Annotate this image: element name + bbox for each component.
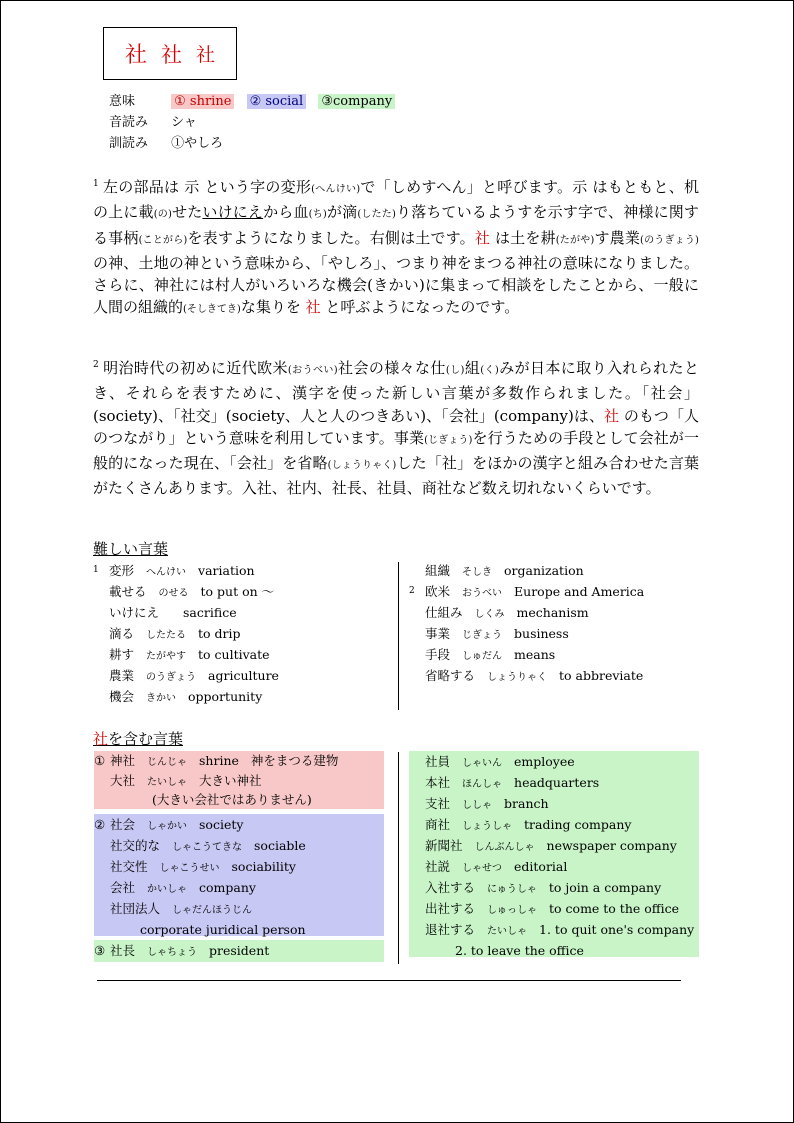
- vocab-reading: しゃせつ: [462, 863, 503, 874]
- vocab-english: company: [199, 880, 256, 895]
- difficult-words-left: [93, 560, 279, 707]
- vocab-word: 農業: [109, 668, 135, 683]
- vocab-reading: しゅっしゃ: [487, 905, 538, 916]
- vocab-word: 滴る: [109, 626, 135, 641]
- kun-label: 訓読み: [109, 136, 149, 151]
- vocab-japanese-gloss: 大きい神社: [199, 772, 262, 788]
- vocab-row: [93, 644, 279, 665]
- company-words-block-right: [409, 751, 699, 957]
- vocab-english: variation: [198, 563, 255, 578]
- vocab-row: [94, 940, 384, 961]
- vocab-word: 社長: [110, 943, 136, 958]
- underlined-word: いけにえ: [202, 203, 264, 222]
- vocab-reading: ししゃ: [462, 800, 493, 811]
- meaning-1: ① shrine: [171, 94, 234, 109]
- vocab-english: trading company: [524, 817, 632, 832]
- ruby: (へんけい): [311, 184, 361, 195]
- vocab-reading: しゃこうせい: [159, 863, 220, 874]
- vocab-word: 支社: [425, 796, 451, 811]
- vocab-row: [94, 877, 384, 898]
- ruby: (じぎょう): [424, 434, 473, 446]
- vocab-reading: じぎょう: [462, 630, 503, 641]
- vocab-row: [425, 898, 699, 919]
- footnote-marker-1: 1: [93, 179, 99, 189]
- on-label: 音読み: [109, 115, 149, 130]
- difficult-words-right: [409, 560, 644, 686]
- vocab-word: 本社: [425, 775, 451, 790]
- kanji-highlight: 社: [305, 298, 321, 317]
- ruby: (したた): [357, 209, 396, 221]
- footnote-marker-2: 2: [93, 360, 99, 370]
- vocab-row: [93, 560, 279, 581]
- vocab-row: [409, 644, 644, 665]
- on-reading-row: [109, 111, 197, 130]
- meaning-number: ②: [94, 817, 106, 832]
- vocab-row: [93, 665, 279, 686]
- vocab-row: [94, 856, 384, 877]
- vocab-word: 事業: [425, 626, 451, 641]
- vocab-word: 大社: [110, 772, 136, 788]
- ruby: (おうべい): [287, 365, 338, 376]
- vocab-row: [94, 898, 384, 919]
- kanji-variant-2: 社: [161, 42, 182, 67]
- vocab-reading: たがやす: [146, 651, 187, 662]
- vocab-english: opportunity: [188, 689, 263, 704]
- text: から血: [263, 203, 309, 222]
- meaning-2: ② social: [247, 94, 307, 109]
- vocab-word: 手段: [425, 647, 451, 662]
- vocab-reading: しゃいん: [462, 758, 503, 769]
- vocab-english: corporate juridical person: [140, 922, 306, 937]
- kun-reading: ①やしろ: [171, 136, 224, 151]
- vocab-word: 社団法人: [110, 901, 161, 916]
- vocab-english: branch: [504, 796, 549, 811]
- ruby: (たがや): [555, 234, 595, 246]
- containing-words-title: [93, 728, 183, 749]
- kanji-highlight: 社: [603, 406, 620, 425]
- vocab-english: newspaper company: [546, 838, 677, 853]
- vocab-word: 社員: [425, 754, 451, 769]
- vocab-row: [409, 602, 644, 623]
- vocab-reading: しんぶんしゃ: [474, 842, 535, 853]
- vocab-word: 組織: [425, 563, 451, 578]
- vocab-word: 社交性: [110, 859, 148, 874]
- ruby: (の): [153, 209, 172, 221]
- vocab-row: [94, 814, 384, 835]
- vocab-reading: にゅうしゃ: [487, 884, 537, 895]
- vocab-row: [425, 856, 699, 877]
- vocab-english: sociability: [231, 859, 296, 874]
- vocab-row: [425, 751, 699, 772]
- text: のもつ「人のつながり」という意味を利用しています。事業: [93, 406, 699, 447]
- kun-reading-row: [109, 132, 223, 151]
- vocab-english: agriculture: [208, 668, 279, 683]
- vocab-row: [425, 835, 699, 856]
- vocab-row: [93, 581, 279, 602]
- vocab-row: [94, 835, 384, 856]
- ruby: (ち): [308, 209, 327, 221]
- vocab-word: 耕す: [109, 647, 135, 662]
- vocab-row: [409, 560, 644, 581]
- vocab-row: [425, 814, 699, 835]
- meaning-row: [109, 90, 403, 109]
- vocab-word: 欧米: [425, 584, 451, 599]
- vocab-reading: ほんしゃ: [462, 779, 503, 790]
- vocab-reading: のせる: [158, 588, 189, 599]
- vocab-row: [425, 877, 699, 898]
- vocab-english: organization: [504, 563, 584, 578]
- footnote-marker: 2: [409, 586, 415, 596]
- vocab-word: 仕組み: [425, 605, 463, 620]
- meaning-label: 意味: [109, 94, 136, 109]
- text: り落ちているようすを示す字で、神様に関する事柄: [93, 203, 699, 247]
- vocab-english: 2. to leave the office: [455, 943, 584, 958]
- vocab-english: business: [514, 626, 569, 641]
- column-divider-2: [398, 752, 399, 964]
- vocab-english: president: [209, 943, 270, 958]
- text: みが日本に取り入れられたとき、それらを表すために、漢字を使った新しい言葉が多数作られました。「社会」(society)、「社交」(society、人と人のつきあい)、「会社」(company)は、: [93, 359, 699, 425]
- vocab-reading: しくみ: [474, 609, 505, 620]
- ruby: (ことがら): [138, 234, 188, 246]
- vocab-row: [409, 581, 644, 602]
- text: せた: [171, 203, 203, 222]
- text: 社会の様々な仕: [337, 359, 446, 377]
- kanji-variant-1: 社: [124, 43, 147, 68]
- vocab-reading: しゃちょう: [147, 947, 198, 958]
- footnote-marker: 1: [93, 565, 99, 575]
- vocab-english: employee: [514, 754, 575, 769]
- text: す農業: [594, 228, 641, 247]
- vocab-english: sacrifice: [183, 605, 237, 620]
- vocab-word: 商社: [425, 817, 451, 832]
- vocab-english: to join a company: [548, 880, 662, 895]
- text: を表すようになりました。右側は土です。: [187, 228, 475, 247]
- vocab-english: shrine: [199, 753, 239, 768]
- vocab-english: Europe and America: [514, 584, 645, 599]
- text: を行うための手段として会社が一般的になった現在、「会社」を省略: [93, 428, 699, 473]
- vocab-english: 1. to quit one's company: [539, 922, 695, 937]
- vocab-row: [93, 602, 279, 623]
- vocab-reading: きかい: [146, 693, 177, 704]
- vocab-reading: しょうしゃ: [462, 821, 513, 832]
- paragraph-2: [93, 354, 699, 500]
- title-kanji: 社: [93, 730, 109, 748]
- column-divider: [398, 562, 399, 710]
- vocab-english: to cultivate: [198, 647, 270, 662]
- vocab-english: mechanism: [516, 605, 589, 620]
- vocab-english: to come to the office: [549, 901, 680, 916]
- meaning-3: ③company: [318, 94, 395, 109]
- vocab-english: means: [514, 647, 556, 662]
- vocab-english: sociable: [254, 838, 306, 853]
- vocab-row: [425, 919, 699, 940]
- vocab-reading: したたる: [146, 630, 187, 641]
- title-rest: を含む言葉: [108, 730, 184, 748]
- bottom-rule: [97, 980, 681, 981]
- vocab-word: 社会: [110, 817, 136, 832]
- text: 左の部品は 示 という字の変形: [102, 178, 312, 196]
- ruby: (そしきてき): [183, 304, 241, 316]
- vocab-row: [94, 771, 384, 791]
- shrine-words-block: [94, 751, 384, 809]
- vocab-row: [409, 665, 644, 686]
- vocab-row: [425, 772, 699, 793]
- text: の神、土地の神という意味から、「やしろ」、つまり神をまつる神社の意味になりました。さらに、神社には村人がいろいろな機会(きかい)に集まって相談をしたことから、一般に人間の組織的: [93, 253, 699, 317]
- vocab-word: 入社する: [425, 880, 476, 895]
- text: 明治時代の初めに近代欧米: [102, 359, 288, 377]
- text: と呼ぶようになったのです。: [320, 298, 520, 317]
- vocab-word: 新聞社: [425, 838, 463, 853]
- vocab-word: 載せる: [109, 584, 147, 599]
- on-reading: シャ: [171, 115, 197, 130]
- vocab-reading: たいしゃ: [487, 926, 528, 937]
- text: で「しめすへん」と呼びます。示 はもともと、机の上に載: [93, 178, 699, 222]
- vocab-row: [94, 790, 384, 810]
- vocab-english: editorial: [514, 859, 568, 874]
- meaning-number: ①: [94, 753, 106, 768]
- ruby: (しょうりゃく): [327, 460, 397, 472]
- vocab-row: [94, 919, 384, 940]
- ruby: (く): [480, 365, 499, 376]
- vocab-row: [93, 686, 279, 707]
- kanji-variant-3: 社: [196, 44, 216, 66]
- vocab-reading: しゃこうてきな: [172, 842, 243, 853]
- vocab-word: 退社する: [425, 922, 476, 937]
- text: は土を耕: [490, 228, 556, 247]
- vocab-japanese-gloss: (大きい会社ではありません): [152, 792, 312, 807]
- ruby: (し): [445, 365, 465, 376]
- vocab-reading: たいしゃ: [147, 776, 188, 788]
- text: が滴: [326, 203, 358, 222]
- text: 組: [464, 359, 481, 377]
- vocab-word: 省略する: [425, 668, 476, 683]
- meaning-number: ③: [94, 943, 106, 958]
- vocab-row: [93, 623, 279, 644]
- social-words-block: [94, 814, 384, 936]
- vocab-word: 社交的な: [110, 838, 161, 853]
- vocab-english: to drip: [198, 626, 241, 641]
- difficult-words-title: 難しい言葉: [93, 540, 169, 558]
- vocab-reading: しゅだん: [462, 651, 503, 662]
- vocab-reading: そしき: [462, 567, 493, 578]
- vocab-word: 変形: [109, 563, 135, 578]
- vocab-word: 会社: [110, 880, 136, 895]
- kanji-box: [103, 27, 237, 80]
- vocab-reading: おうべい: [462, 588, 503, 599]
- vocab-reading: しょうりゃく: [487, 672, 548, 683]
- vocab-reading: しゃだんほうじん: [172, 905, 253, 916]
- company-words-block-left: [94, 940, 384, 962]
- vocab-english: headquarters: [514, 775, 600, 790]
- text: な集りを: [240, 298, 306, 317]
- vocab-word: いけにえ: [109, 605, 160, 620]
- vocab-reading: かいしゃ: [147, 884, 188, 895]
- vocab-japanese-gloss: 神をまつる建物: [250, 753, 339, 768]
- vocab-word: 機会: [109, 689, 135, 704]
- kanji-highlight: 社: [474, 228, 491, 247]
- ruby: (のうぎょう): [640, 234, 699, 246]
- vocab-reading: しゃかい: [147, 821, 188, 832]
- vocab-row: [425, 940, 699, 961]
- vocab-row: [409, 623, 644, 644]
- vocab-row: [94, 751, 384, 771]
- text: した「社」をほかの漢字と組み合わせた言葉がたくさんあります。入社、社内、社長、社員、商社など数え切れないくらいです。: [93, 454, 699, 498]
- vocab-english: society: [199, 817, 244, 832]
- vocab-row: [425, 793, 699, 814]
- vocab-reading: じんじゃ: [147, 757, 188, 768]
- vocab-english: to abbreviate: [559, 668, 644, 683]
- vocab-word: 出社する: [425, 901, 476, 916]
- vocab-english: to put on ～: [200, 584, 275, 599]
- vocab-word: 神社: [110, 753, 136, 768]
- paragraph-1: [93, 173, 699, 322]
- vocab-reading: のうぎょう: [146, 672, 197, 683]
- vocab-word: 社説: [425, 859, 451, 874]
- vocab-reading: へんけい: [146, 567, 187, 578]
